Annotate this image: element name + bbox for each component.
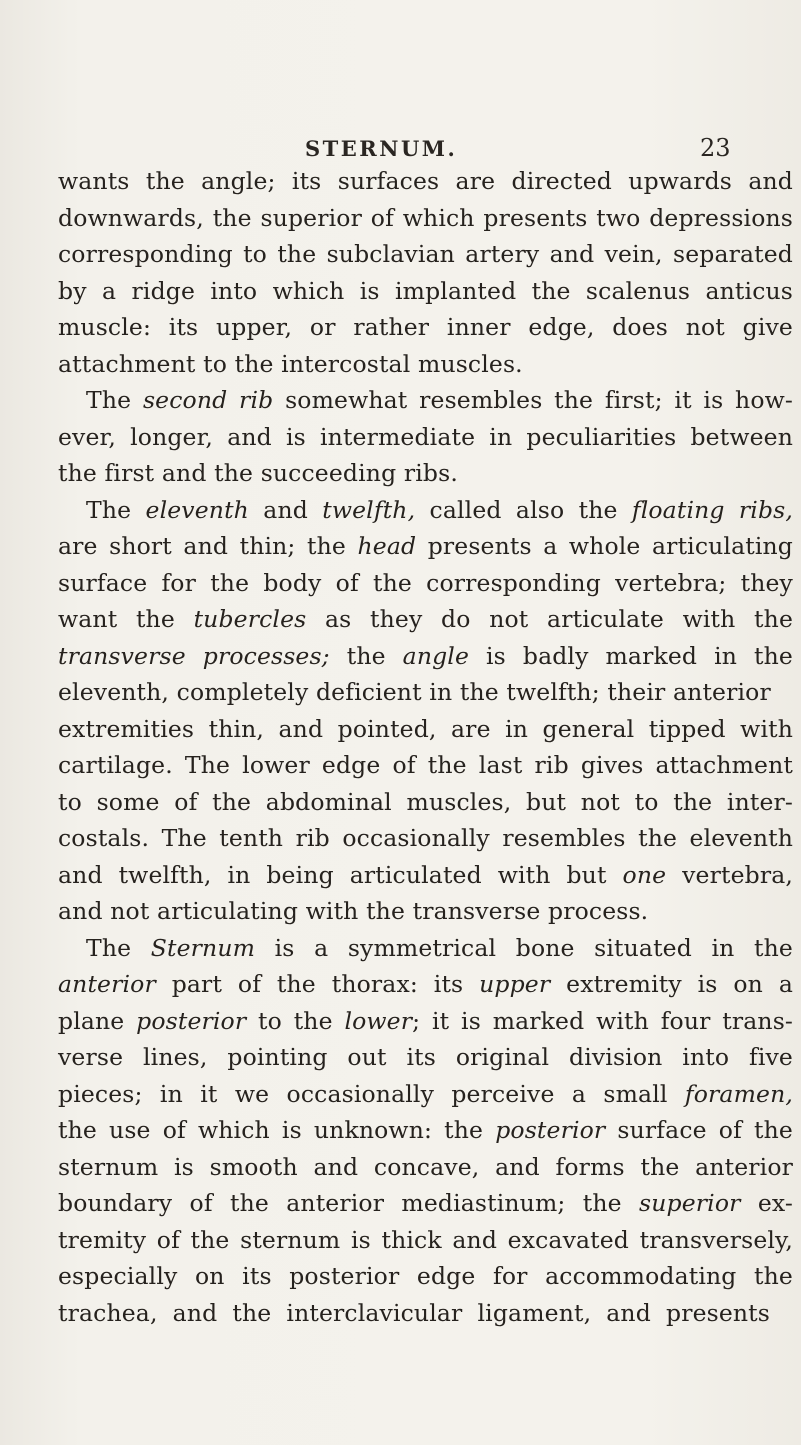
text-run: sternum is smooth and concave, and forms the anterior <box>58 1152 793 1181</box>
text-run: eleventh, completely deficient in the twelfth; their anterior <box>58 678 771 706</box>
running-title: STERNUM. <box>305 136 458 161</box>
text-line <box>58 565 793 602</box>
text-line <box>58 163 793 200</box>
text-line <box>58 419 793 456</box>
text-run: extremities thin, and pointed, are in general tipped with <box>58 714 793 743</box>
text-run: and twelfth, in being articulated with but <box>58 860 623 889</box>
text-run: The <box>86 933 151 962</box>
italic-term: transverse processes; <box>58 641 330 670</box>
text-run: verse lines, pointing out its original division into five <box>58 1043 793 1071</box>
text-line <box>58 784 793 821</box>
text-line <box>58 966 793 1003</box>
text-run: the first and the succeeding ribs. <box>58 459 458 487</box>
text-run: are short and thin; the <box>58 532 358 560</box>
text-line <box>58 492 793 529</box>
text-line <box>58 711 793 748</box>
text-run: by a ridge into which is implanted the scalenus anticus <box>58 276 793 305</box>
text-run: ; it is marked with four trans- <box>412 1006 794 1035</box>
text-run: plane <box>58 1006 137 1035</box>
text-line <box>58 1258 793 1295</box>
text-line <box>58 455 793 492</box>
text-line <box>58 273 793 310</box>
text-line <box>58 236 793 273</box>
text-line <box>58 528 793 565</box>
text-line <box>58 382 793 419</box>
text-run: surface for the body of the corresponding vertebra; they <box>58 568 793 597</box>
text-run: tremity of the sternum is thick and excavated transversely, <box>58 1225 793 1254</box>
text-line <box>58 820 793 857</box>
body-text <box>58 163 793 1331</box>
text-run: part of the thorax: its <box>155 970 480 998</box>
text-line <box>58 930 793 967</box>
text-run: vertebra, <box>666 860 793 889</box>
italic-term: Sternum <box>150 933 256 962</box>
text-run: pieces; in it we occasionally perceive a small <box>58 1079 685 1108</box>
italic-term: anterior <box>58 970 156 998</box>
text-line <box>58 747 793 784</box>
text-line <box>58 1076 793 1113</box>
text-run: somewhat resembles the first; it is how- <box>273 386 793 414</box>
text-run: corresponding to the subclavian artery and vein, separated <box>58 240 793 268</box>
text-run: ever, longer, and is intermediate in peculiarities between <box>58 422 793 451</box>
text-run: muscle: its upper, or rather inner edge, does not give <box>58 313 793 341</box>
running-head <box>0 124 801 168</box>
text-run: extremity is on a <box>550 970 793 998</box>
text-run: the <box>329 641 403 670</box>
italic-term: upper <box>479 970 551 998</box>
text-run: especially on its posterior edge for accommodating the <box>58 1262 793 1290</box>
italic-term: head <box>357 532 417 560</box>
text-line <box>58 857 793 894</box>
text-line <box>58 1185 793 1222</box>
text-run: The <box>86 386 143 414</box>
text-run: want the <box>58 605 194 633</box>
italic-term: one <box>622 860 667 889</box>
text-run: to some of the abdominal muscles, but not to the inter- <box>58 787 793 816</box>
text-run: downwards, the superior of which presents two depressions <box>58 203 793 232</box>
text-line <box>58 638 793 675</box>
italic-term: angle <box>402 641 470 670</box>
page-number: 23 <box>700 134 731 162</box>
italic-term: posterior <box>136 1006 247 1035</box>
text-run: costals. The tenth rib occasionally resembles the eleventh <box>58 824 793 852</box>
text-run: called also the <box>415 495 632 524</box>
italic-term: tubercles <box>193 605 307 633</box>
text-run: and not articulating with the transverse process. <box>58 897 649 925</box>
italic-term: superior <box>639 1189 741 1217</box>
text-run: the use of which is unknown: the <box>58 1116 496 1144</box>
text-run: and <box>248 495 323 524</box>
text-run: is a symmetrical bone situated in the <box>255 933 793 962</box>
text-run: as they do not articulate with the <box>306 605 793 633</box>
italic-term: twelfth, <box>322 495 416 524</box>
italic-term: posterior <box>495 1116 606 1144</box>
text-run: ex- <box>740 1189 793 1217</box>
text-run: presents a whole articulating <box>416 532 793 560</box>
text-run: is badly marked in the <box>469 641 793 670</box>
text-run: trachea, and the interclavicular ligament, and presents <box>58 1298 770 1327</box>
italic-term: lower <box>344 1006 413 1035</box>
text-run: wants the angle; its surfaces are directed upwards and <box>58 167 793 195</box>
text-line <box>58 601 793 638</box>
text-line <box>58 1222 793 1259</box>
text-run: surface of the <box>605 1116 793 1144</box>
text-line <box>58 893 793 930</box>
text-line <box>58 1039 793 1076</box>
text-run: to the <box>246 1006 345 1035</box>
text-line <box>58 309 793 346</box>
italic-term: floating ribs, <box>631 495 793 524</box>
text-line <box>58 1149 793 1186</box>
text-line <box>58 200 793 237</box>
text-run: boundary of the anterior mediastinum; the <box>58 1189 640 1217</box>
italic-term: foramen, <box>684 1079 793 1108</box>
text-run: The <box>86 495 146 524</box>
text-line <box>58 1003 793 1040</box>
text-line <box>58 1112 793 1149</box>
text-run: attachment to the intercostal muscles. <box>58 349 523 378</box>
italic-term: second rib <box>142 386 274 414</box>
text-run: cartilage. The lower edge of the last rib gives attachment <box>58 751 793 779</box>
italic-term: eleventh <box>145 495 249 524</box>
text-line <box>58 1295 770 1332</box>
text-line <box>58 674 770 711</box>
text-line <box>58 346 793 383</box>
